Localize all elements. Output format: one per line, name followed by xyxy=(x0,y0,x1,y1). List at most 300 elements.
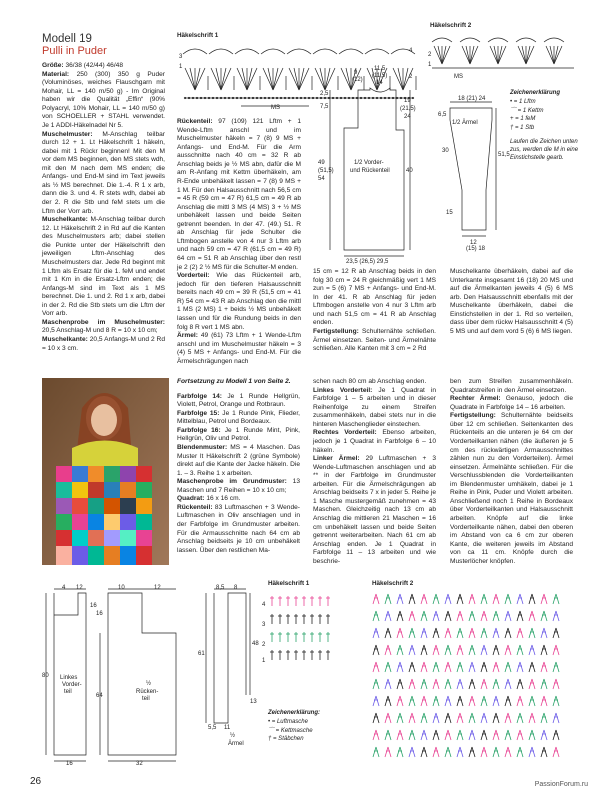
chart-stitch xyxy=(544,747,547,757)
intro-column xyxy=(42,62,165,353)
chart-stitch xyxy=(532,628,535,638)
chart-stitch xyxy=(517,628,520,638)
chart-stitch xyxy=(496,628,499,638)
legend-item-slip: ⌒ = 1 Kettm xyxy=(510,107,544,114)
svg-text:9: 9 xyxy=(354,70,358,76)
chart-stitch xyxy=(520,713,523,723)
chart-stitch xyxy=(496,679,499,689)
chart-stitch xyxy=(433,747,436,757)
schematic-sleeve-bottom xyxy=(190,585,260,765)
chart-stitch xyxy=(448,696,451,706)
chart-stitch xyxy=(541,679,544,689)
model-number: Modell 19 xyxy=(42,33,92,45)
chart-stitch xyxy=(544,679,547,689)
chart-stitch xyxy=(424,594,427,604)
chart-stitch xyxy=(508,611,511,621)
chart-stitch xyxy=(448,628,451,638)
bottom2-paragraph: schen nach 80 cm ab Anschlag enden. xyxy=(313,378,427,385)
chart-stitch xyxy=(397,628,400,638)
chart-stitch xyxy=(445,713,448,723)
chart-stitch xyxy=(460,679,463,689)
chart-stitch xyxy=(376,713,379,723)
chart-stitch xyxy=(529,730,532,740)
intro-paragraph: Material: 250 (300) 350 g Puder (Voluminöses, weiches Flauschgarn mit Mohair, LL = 140 m/50 g) - Im Original haben wir die Qualität „Effin“ (90% Polyacryl, 10% Mohair, LL = 140 m/50 g) von SCHOELLER + STAHL verwendet. Je 1 ADDI-Häkelnadel Nr 5. xyxy=(42,70,165,129)
chart-stitch xyxy=(508,662,511,672)
chart-stitch xyxy=(460,696,463,706)
chart-stitch xyxy=(529,747,532,757)
chart-stitch xyxy=(532,747,535,757)
chart-stitch xyxy=(409,696,412,706)
chart-stitch xyxy=(400,628,403,638)
chart-stitch xyxy=(470,46,474,64)
chart-stitch xyxy=(532,645,535,655)
chart-stitch xyxy=(388,696,391,706)
svg-text:teil: teil xyxy=(64,689,72,695)
svg-text:(15) 18: (15) 18 xyxy=(466,246,486,252)
crochet-chart-2-bottom-title: Häkelschrift 2 xyxy=(372,580,414,587)
chart-stitch xyxy=(183,49,207,54)
chart-stitch xyxy=(424,628,427,638)
chart-stitch xyxy=(529,594,532,604)
chart-stitch xyxy=(544,713,547,723)
chart-stitch xyxy=(517,747,520,757)
chart-stitch xyxy=(448,662,451,672)
continuation-heading: Fortsetzung zu Modell 1 von Seite 2. xyxy=(177,378,291,385)
svg-text:61: 61 xyxy=(198,651,205,657)
chart-stitch xyxy=(424,645,427,655)
bottom3-paragraph: Fertigstellung: Schulternähte beidseits über 12 cm schließen. Seitenkanten des Rückenteils an die unteren je 64 cm der Vorderteilkanten nähen (die äußeren je 5 cm des rückwärtigen Armausschnittes zählen nun zu den Vorderteilen). Ärmel einsetzen. Ärmelnähte schließen. Für die Verschlussblenden die Vorderteilkanten im Blendenmuster umhäkeln, dabei je 1 Reihe in Pink, Puder und Violett arbeiten. Anschließend noch 1 Reihe in Bordeaux über Vorderteilkanten und Halsausschnitt arbeiten. Knöpfe auf die linke Vorderteilkante nähen, dabei den oberen im Abstand von ca 6 cm zur oberen Kante, die weiteren jeweils im Abstand von ca 11 cm. Knöpfe durch die Musterlöcher knöpfen. xyxy=(450,412,573,565)
chart-stitch xyxy=(445,594,448,604)
sleeve-continuation-column xyxy=(313,268,436,354)
chart-stitch xyxy=(412,713,415,723)
chart-stitch xyxy=(488,38,508,42)
chart-stitch xyxy=(505,594,508,604)
chart-stitch xyxy=(466,46,470,64)
chart-stitch xyxy=(554,46,562,64)
chart-stitch xyxy=(517,611,520,621)
chart-stitch xyxy=(448,730,451,740)
chart-stitch xyxy=(412,628,415,638)
chart-stitch xyxy=(490,46,498,64)
chart-stitch xyxy=(412,730,415,740)
svg-text:3: 3 xyxy=(262,622,266,628)
chart-stitch xyxy=(496,594,499,604)
chart-stitch xyxy=(556,594,559,604)
chart-stitch xyxy=(508,713,511,723)
svg-text:4: 4 xyxy=(409,48,413,54)
chart-stitch xyxy=(532,662,535,672)
chart-stitch xyxy=(505,713,508,723)
chart-stitch xyxy=(472,645,475,655)
chart-stitch xyxy=(433,611,436,621)
chart-stitch xyxy=(520,594,523,604)
chart-stitch xyxy=(556,730,559,740)
chart-stitch xyxy=(445,679,448,689)
chart-stitch xyxy=(520,645,523,655)
svg-text:2: 2 xyxy=(409,74,413,80)
chart-stitch xyxy=(373,730,376,740)
chart-stitch xyxy=(289,68,299,90)
bottom-column-1 xyxy=(177,378,300,555)
chart-stitch xyxy=(385,747,388,757)
bottom3-paragraph: Rechter Ärmel: Genauso, jedoch die Quadrate in Farbfolge 14 – 16 arbeiten. xyxy=(450,395,573,411)
chart-stitch xyxy=(472,679,475,689)
legend-top: Zeichenerklärung • = 1 Lftm ⌒ = 1 Kettm + = 1 feM † = 1 Stb Laufen die Zeichen unten zus, werden die M in eine Einstichstelle gearb. xyxy=(510,90,590,163)
chart-stitch xyxy=(469,679,472,689)
chart-stitch xyxy=(400,645,403,655)
chart-stitch xyxy=(532,611,535,621)
bottom-column-3 xyxy=(450,378,573,566)
bottom2-paragraph: Linkes Vorderteil: Je 1 Quadrat in Farbfolge 1 – 5 arbeiten und in dieser Reihenfolge zu einem Streifen zusammenhäkeln, dabei stets nur in die hinteren Maschenglieder einstechen. xyxy=(313,386,436,428)
chart-stitch xyxy=(541,645,544,655)
chart-stitch xyxy=(432,38,452,42)
chart-stitch xyxy=(385,713,388,723)
svg-text:11: 11 xyxy=(224,725,231,731)
chart-stitch xyxy=(376,747,379,757)
chart-stitch xyxy=(457,730,460,740)
chart-stitch xyxy=(460,747,463,757)
svg-text:32: 32 xyxy=(136,761,143,767)
chart-stitch xyxy=(412,611,415,621)
chart-stitch xyxy=(409,679,412,689)
legend-item-chain: • = 1 Lftm xyxy=(510,98,536,105)
chart-stitch xyxy=(520,611,523,621)
chart-stitch xyxy=(221,68,226,90)
chart-stitch xyxy=(376,679,379,689)
legend-bottom: Zeichenerklärung: • = Luftmasche ⌒ = Kettmasche † = Stäbchen xyxy=(268,710,358,745)
chart-stitch xyxy=(472,696,475,706)
chart-stitch xyxy=(553,713,556,723)
chart-stitch xyxy=(505,645,508,655)
svg-text:teil: teil xyxy=(142,696,150,702)
schematic-back-bottom xyxy=(96,585,186,765)
chart-stitch xyxy=(532,594,535,604)
svg-text:1: 1 xyxy=(428,62,432,68)
svg-text:48: 48 xyxy=(252,641,259,647)
chart-stitch xyxy=(185,68,195,90)
chart-stitch xyxy=(457,747,460,757)
chart-stitch xyxy=(469,594,472,604)
chart-stitch xyxy=(448,611,451,621)
chart-stitch xyxy=(457,713,460,723)
chart-stitch xyxy=(460,628,463,638)
chart-stitch xyxy=(412,594,415,604)
chart-stitch xyxy=(273,68,278,90)
chart-stitch xyxy=(517,662,520,672)
chart-stitch xyxy=(373,628,376,638)
chart-stitch xyxy=(556,628,559,638)
chart-stitch xyxy=(481,594,484,604)
finishing-column xyxy=(450,268,573,337)
chart-stitch xyxy=(235,49,259,54)
chart-stitch xyxy=(516,38,536,42)
chart-stitch xyxy=(195,68,205,90)
chart-stitch xyxy=(541,662,544,672)
chart-stitch xyxy=(261,49,285,54)
chart-stitch xyxy=(520,730,523,740)
chart-stitch xyxy=(421,747,424,757)
chart-stitch xyxy=(484,747,487,757)
chart-stitch xyxy=(448,713,451,723)
instructions-paragraph: Ärmel: 49 (61) 73 Lftm + 1 Wende-Lftm anschl und im Muschelmuster häkeln = 3 (4) 5 MS + Anfangs- und End-M. Für die Ärmelschrägungen nach xyxy=(177,332,301,365)
svg-text:2: 2 xyxy=(428,52,432,58)
svg-text:1: 1 xyxy=(262,658,266,664)
chart-stitch xyxy=(385,696,388,706)
chart-stitch xyxy=(438,46,442,64)
chart-stitch xyxy=(388,679,391,689)
chart-stitch xyxy=(553,628,556,638)
chart-stitch xyxy=(457,696,460,706)
chart-stitch xyxy=(294,68,299,90)
chart-stitch xyxy=(496,662,499,672)
svg-text:und Rückenteil: und Rückenteil xyxy=(350,168,390,174)
chart-stitch xyxy=(493,645,496,655)
chart-stitch xyxy=(469,628,472,638)
chart-stitch xyxy=(433,696,436,706)
chart-stitch xyxy=(553,730,556,740)
model-title: Pulli in Puder xyxy=(42,45,107,57)
chart-stitch xyxy=(484,713,487,723)
chart-stitch xyxy=(556,747,559,757)
bottom1-paragraph: Farbfolge 14: Je 1 Runde Hellgrün, Violett, Petrol, Orange und Rotbraun. xyxy=(177,392,300,409)
crochet-chart-1-bottom-title: Häkelschrift 1 xyxy=(268,580,310,587)
ms-label: MS xyxy=(271,105,280,111)
chart-stitch xyxy=(433,662,436,672)
chart-stitch xyxy=(517,696,520,706)
chart-stitch xyxy=(373,611,376,621)
chart-stitch xyxy=(460,730,463,740)
chart-stitch xyxy=(434,46,442,64)
chart-stitch xyxy=(553,696,556,706)
svg-text:Vorder-: Vorder- xyxy=(62,682,82,688)
chart-stitch xyxy=(397,696,400,706)
chart-stitch xyxy=(385,611,388,621)
chart-stitch xyxy=(508,645,511,655)
chart-stitch xyxy=(493,696,496,706)
chart-stitch xyxy=(556,713,559,723)
chart-stitch xyxy=(481,679,484,689)
chart-stitch xyxy=(556,696,559,706)
chart-stitch xyxy=(493,594,496,604)
chart-stitch xyxy=(409,662,412,672)
chart-stitch xyxy=(529,628,532,638)
chart-stitch xyxy=(517,645,520,655)
bottom2-paragraph: Rechtes Vorderteil: Ebenso arbeiten, jedoch je 1 Quadrat in Farbfolge 6 – 10 häkeln. xyxy=(313,429,436,454)
chart-stitch xyxy=(462,46,470,64)
chart-stitch xyxy=(287,49,311,54)
chart-stitch xyxy=(484,628,487,638)
svg-text:23,5 (26,5) 29,5: 23,5 (26,5) 29,5 xyxy=(346,259,389,265)
chart-stitch xyxy=(505,628,508,638)
finishing-paragraph: Fertigstellung: Schulternähte schließen. Ärmel einsetzen. Seiten- und Ärmelnähte schließen. Alle Kanten mit 3 cm = 2 Rd xyxy=(313,327,436,353)
instructions-paragraph: Vorderteil: Wie das Rückenteil arb, jedoch für den tieferen Halsausschnitt bereits nach 49 cm = 39 R (51,5 cm = 41 R) 54 cm = 43 R ab Anschlag den die mittl 1 MS (2 MS) 1 + beids ½ MS unbehäkelt lassen und für die Rundung beids in den folg 8 R vert 1 MS abn. xyxy=(177,272,301,331)
chart-stitch xyxy=(385,679,388,689)
chart-stitch xyxy=(457,662,460,672)
chart-stitch xyxy=(544,730,547,740)
chart-stitch xyxy=(541,696,544,706)
svg-text:(12): (12) xyxy=(352,77,363,83)
chart-stitch xyxy=(400,662,403,672)
chart-stitch xyxy=(493,713,496,723)
chart-stitch xyxy=(388,747,391,757)
svg-text:19: 19 xyxy=(404,98,411,104)
svg-text:1/2 Vorder-: 1/2 Vorder- xyxy=(354,160,384,166)
chart-stitch xyxy=(493,662,496,672)
chart-stitch xyxy=(470,46,478,64)
chart-stitch xyxy=(472,747,475,757)
svg-text:30: 30 xyxy=(442,148,449,154)
chart-stitch xyxy=(529,645,532,655)
chart-stitch xyxy=(400,611,403,621)
chart-stitch xyxy=(472,628,475,638)
chart-stitch xyxy=(409,730,412,740)
chart-stitch xyxy=(460,594,463,604)
chart-stitch xyxy=(556,645,559,655)
svg-text:14: 14 xyxy=(376,80,383,86)
legend-item-sc: + = 1 feM xyxy=(510,116,536,123)
chart-stitch xyxy=(508,696,511,706)
chart-stitch xyxy=(424,679,427,689)
chart-stitch xyxy=(457,679,460,689)
chart-stitch xyxy=(436,594,439,604)
chart-stitch xyxy=(209,49,233,54)
chart-stitch xyxy=(448,679,451,689)
chart-stitch xyxy=(221,68,231,90)
chart-stitch xyxy=(424,696,427,706)
chart-stitch xyxy=(481,662,484,672)
chart-stitch xyxy=(481,730,484,740)
chart-stitch xyxy=(436,713,439,723)
chart-stitch xyxy=(484,645,487,655)
chart-stitch xyxy=(484,679,487,689)
chart-stitch xyxy=(445,645,448,655)
bottom3-paragraph: ben zum Streifen zusammenhäkeln. Quadratstreifen in den Ärmel einsetzen. xyxy=(450,378,573,394)
bottom1-paragraph: Rückenteil: 83 Luftmaschen + 3 Wende-Luftmaschen in Oliv anschlagen und in der Farbfolge im Grundmuster arbeiten. Für die Armausschnitte nach 64 cm ab Anschlag beidseits je 10 cm unbehäkelt lassen. Über den restlichen Ma- xyxy=(177,503,300,554)
chart-stitch xyxy=(553,679,556,689)
chart-stitch xyxy=(556,611,559,621)
chart-stitch xyxy=(442,46,450,64)
chart-stitch xyxy=(481,747,484,757)
svg-text:(11,5): (11,5) xyxy=(372,73,388,79)
chart-stitch xyxy=(484,696,487,706)
chart-stitch xyxy=(493,611,496,621)
model-photo xyxy=(42,378,169,565)
chart-stitch xyxy=(541,747,544,757)
svg-text:(51,5): (51,5) xyxy=(318,168,334,174)
chart-stitch xyxy=(481,628,484,638)
svg-text:Ärmel: Ärmel xyxy=(228,741,244,747)
intro-paragraph: Maschenprobe im Muschelmuster: 20,5 Anschlag-M und 8 R = 10 x 10 cm; xyxy=(42,318,165,335)
chart-stitch xyxy=(457,611,460,621)
chart-stitch xyxy=(472,662,475,672)
chart-stitch xyxy=(529,696,532,706)
chart-stitch xyxy=(496,645,499,655)
chart-stitch xyxy=(421,611,424,621)
chart-stitch xyxy=(520,662,523,672)
chart-stitch xyxy=(433,679,436,689)
chart-stitch xyxy=(211,68,221,90)
chart-stitch xyxy=(376,696,379,706)
chart-stitch xyxy=(481,645,484,655)
chart-stitch xyxy=(469,730,472,740)
svg-text:18 (21) 24: 18 (21) 24 xyxy=(458,96,486,102)
chart-stitch xyxy=(460,611,463,621)
chart-stitch xyxy=(339,49,363,54)
chart-stitch xyxy=(190,68,195,90)
chart-stitch xyxy=(433,713,436,723)
chart-stitch xyxy=(436,679,439,689)
chart-stitch xyxy=(445,628,448,638)
chart-stitch xyxy=(520,628,523,638)
svg-text:1/2 Ärmel: 1/2 Ärmel xyxy=(452,120,478,126)
svg-text:3: 3 xyxy=(179,54,183,60)
chart-stitch xyxy=(388,645,391,655)
chart-stitch xyxy=(273,68,283,90)
chart-stitch xyxy=(365,49,389,54)
chart-stitch xyxy=(397,611,400,621)
chart-stitch xyxy=(526,46,530,64)
site-watermark: PassionForum.ru xyxy=(534,781,588,788)
chart-stitch xyxy=(553,594,556,604)
chart-stitch xyxy=(508,747,511,757)
chart-stitch xyxy=(376,594,379,604)
chart-stitch xyxy=(195,68,200,90)
chart-stitch xyxy=(412,645,415,655)
chart-stitch xyxy=(445,747,448,757)
chart-stitch xyxy=(472,713,475,723)
chart-stitch xyxy=(424,611,427,621)
chart-stitch xyxy=(481,696,484,706)
chart-stitch xyxy=(541,628,544,638)
instructions-column xyxy=(177,118,301,366)
svg-text:12: 12 xyxy=(76,585,83,591)
chart-stitch xyxy=(469,662,472,672)
chart-stitch xyxy=(436,645,439,655)
chart-stitch xyxy=(436,628,439,638)
chart-stitch xyxy=(247,68,257,90)
svg-text:64: 64 xyxy=(96,693,103,699)
chart-stitch xyxy=(472,730,475,740)
schematic-sleeve-top xyxy=(438,90,518,270)
chart-stitch xyxy=(532,713,535,723)
chart-stitch xyxy=(400,594,403,604)
chart-stitch xyxy=(518,46,526,64)
chart-stitch xyxy=(445,730,448,740)
chart-stitch xyxy=(373,696,376,706)
chart-stitch xyxy=(376,628,379,638)
svg-text:2: 2 xyxy=(262,642,266,648)
chart-stitch xyxy=(237,68,247,90)
chart-stitch xyxy=(460,713,463,723)
chart-stitch xyxy=(433,628,436,638)
chart-stitch xyxy=(541,713,544,723)
chart-stitch xyxy=(481,713,484,723)
chart-stitch xyxy=(388,611,391,621)
legend-bottom-dc: † = Stäbchen xyxy=(268,736,304,743)
chart-stitch xyxy=(373,747,376,757)
chart-stitch xyxy=(216,68,221,90)
chart-stitch xyxy=(397,713,400,723)
svg-text:16: 16 xyxy=(96,611,103,617)
chart-stitch xyxy=(498,46,502,64)
svg-text:Rücken-: Rücken- xyxy=(136,689,159,695)
chart-stitch xyxy=(436,730,439,740)
chart-stitch xyxy=(388,628,391,638)
chart-stitch xyxy=(424,747,427,757)
chart-stitch xyxy=(494,46,498,64)
sleeve-continuation: 15 cm = 12 R ab Anschlag beids in den folg 30 cm = 24 R gleichmäßig vert 1 MS zun = 5 (6) 7 MS + Anfangs- und End-M. In der 41. R ab Anschlag für jeden Lftmbogen anstelle von 4 nur 3 Lftm arb und nach 51,5 cm = 41 R ab Anschlag enden. xyxy=(313,268,436,327)
chart-stitch xyxy=(457,594,460,604)
